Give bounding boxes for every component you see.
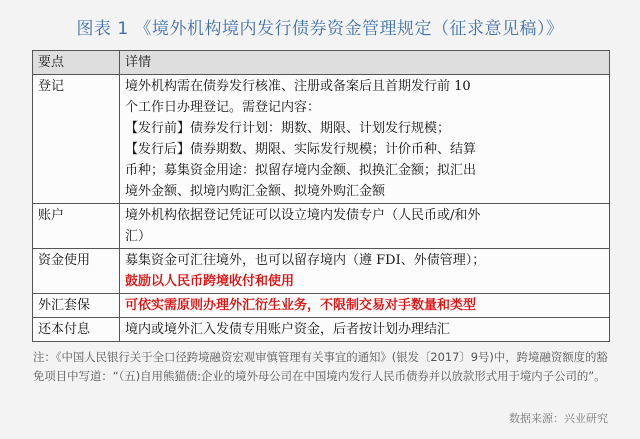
detail-emphasis: 鼓励以人民币跨境收付和使用 [125, 274, 295, 289]
row-detail [120, 75, 610, 204]
footnote: 注：《中国人民银行关于全口径跨境融资宏观审慎管理有关事宜的通知》(银发〔2017〕9号)中，跨境融资额度的豁免项目中写道：“（五)自用熊猫债:企业的境外母公司在中国境内发行人民币债券并以放款形式用于境内子公司的”。 [33, 350, 608, 383]
figure-title: 图表 1 《境外机构境内发行债券资金管理规定（征求意见稿）》 [76, 19, 564, 39]
table-row-registration [33, 75, 610, 204]
row-key: 资金使用 [33, 249, 120, 294]
row-key: 登记 [33, 75, 120, 204]
header-key: 要点 [33, 51, 120, 75]
detail-line: 汇） [125, 229, 152, 244]
detail-line: 境内或境外汇入发债专用账户资金，后者按计划办理结汇 [125, 322, 451, 337]
table-row-repayment [33, 318, 610, 342]
detail-line: 募集资金可汇往境外，也可以留存境内（遵 FDI、外债管理）； [125, 253, 486, 268]
row-key: 外汇套保 [33, 294, 120, 318]
table-row-fund-usage [33, 249, 610, 294]
row-key: 还本付息 [33, 318, 120, 342]
row-detail [120, 204, 610, 249]
detail-emphasis: 可依实需原则办理外汇衍生业务，不限制交易对手数量和类型 [125, 298, 477, 313]
row-key: 账户 [33, 204, 120, 249]
row-detail [120, 318, 610, 342]
detail-line: 境外机构依据登记凭证可以设立境内发债专户（人民币或/和外 [125, 208, 481, 223]
detail-line: 【发行后】债券期数、期限、实际发行规模；计价币种、结算 [125, 142, 477, 157]
detail-line: 境外金额、拟境内购汇金额、拟境外购汇金额 [125, 184, 386, 199]
regulation-table [32, 50, 610, 342]
table-row-account [33, 204, 610, 249]
detail-line: 币种；募集资金用途：拟留存境内金额、拟换汇金额；拟汇出 [125, 163, 477, 178]
table-header-row [33, 51, 610, 75]
data-source: 数据来源：兴业研究 [509, 412, 608, 425]
detail-line: 境外机构需在债券发行核准、注册或备案后且首期发行前 10 [125, 79, 471, 94]
detail-line: 【发行前】债券发行计划：期数、期限、计划发行规模； [125, 121, 451, 136]
header-detail: 详情 [120, 51, 610, 75]
row-detail [120, 249, 610, 294]
detail-line: 个工作日办理登记。需登记内容： [125, 100, 321, 115]
table-row-fx-hedging [33, 294, 610, 318]
row-detail [120, 294, 610, 318]
